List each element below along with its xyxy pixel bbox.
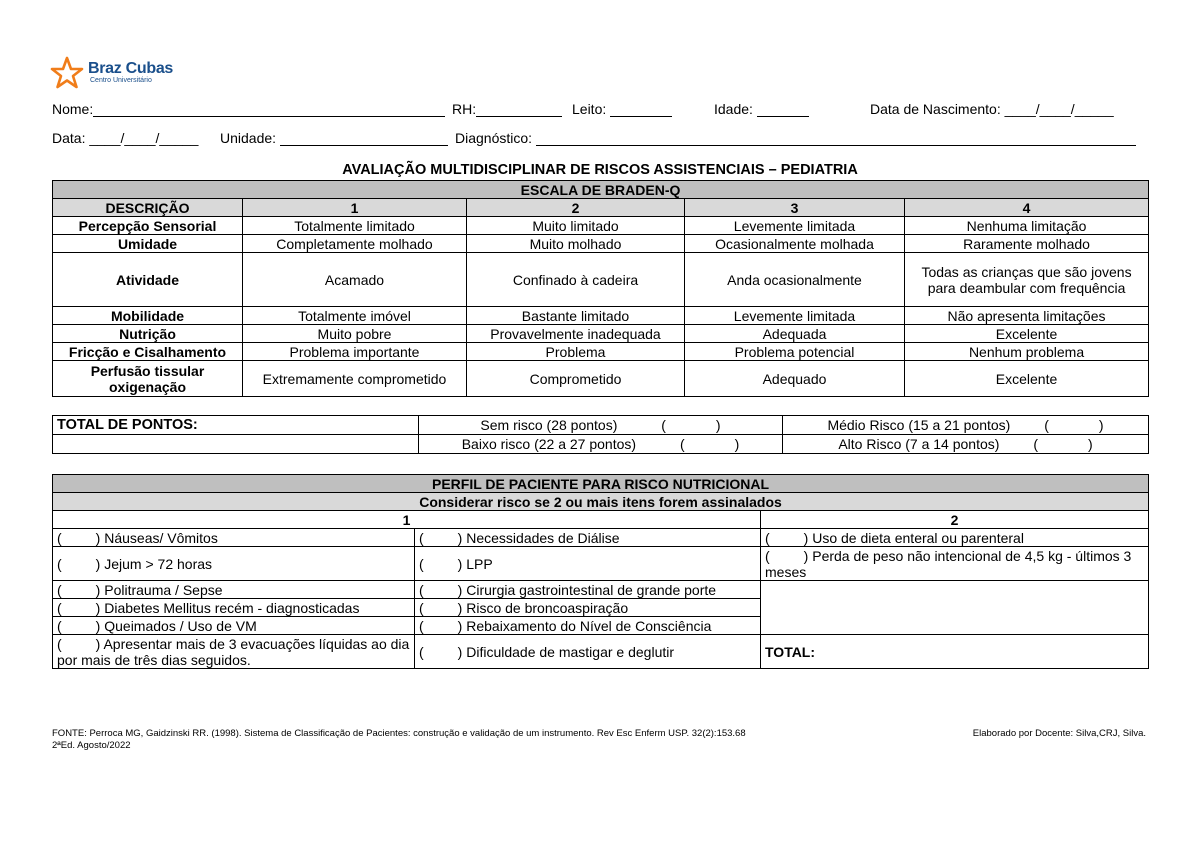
nutri-item[interactable]: ( ) Dificuldade de mastigar e deglutir xyxy=(415,635,761,669)
total-points-value[interactable] xyxy=(53,435,419,454)
nutri-item[interactable]: ( ) Risco de broncoaspiração xyxy=(415,599,761,617)
leito-label: Leito: xyxy=(572,101,607,117)
nutri-col-2-header: 2 xyxy=(761,511,1149,529)
braden-score-cell[interactable]: Excelente xyxy=(905,325,1149,343)
braden-header-descricao: DESCRIÇÃO xyxy=(53,199,243,217)
nutri-title: PERFIL DE PACIENTE PARA RISCO NUTRICIONAL xyxy=(53,475,1149,493)
footer-fonte: FONTE: Perroca MG, Gaidzinski RR. (1998). Sistema de Classificação de Pacientes: construção e validação de um instrumento. Rev Esc Enferm USP. 32(2):153.68 xyxy=(52,728,746,739)
brand-logo xyxy=(50,55,173,91)
braden-criterion: Mobilidade xyxy=(53,307,243,325)
unidade-field[interactable] xyxy=(280,131,448,146)
braden-row xyxy=(53,325,1149,343)
sem-risco-label: Sem risco (28 pontos) xyxy=(480,417,618,433)
braden-score-cell[interactable]: Levemente limitada xyxy=(685,217,905,235)
sem-risco-paren-close: ) xyxy=(715,417,721,433)
medio-risco-paren-close: ) xyxy=(1098,417,1104,433)
alto-risco-label: Alto Risco (7 a 14 pontos) xyxy=(838,436,1000,452)
braden-row xyxy=(53,343,1149,361)
braden-score-cell[interactable]: Problema xyxy=(467,343,685,361)
nutri-item[interactable]: ( ) Perda de peso não intencional de 4,5 kg - últimos 3 meses xyxy=(761,547,1149,581)
braden-score-cell[interactable]: Nenhuma limitação xyxy=(905,217,1149,235)
braden-score-cell[interactable]: Muito limitado xyxy=(467,217,685,235)
footer-edicao: 2ªEd. Agosto/2022 xyxy=(52,740,131,751)
sem-risco-paren-open: ( xyxy=(661,417,666,433)
braden-criterion: Perfusão tissular oxigenação xyxy=(53,361,243,397)
braden-score-cell[interactable]: Nenhum problema xyxy=(905,343,1149,361)
braden-score-cell[interactable]: Totalmente limitado xyxy=(243,217,467,235)
braden-score-cell[interactable]: Comprometido xyxy=(467,361,685,397)
braden-score-cell[interactable]: Completamente molhado xyxy=(243,235,467,253)
nutri-row xyxy=(53,635,1149,669)
nutri-item[interactable]: ( ) Cirurgia gastrointestinal de grande porte xyxy=(415,581,761,599)
idade-label: Idade: xyxy=(714,101,753,117)
alto-risco-option[interactable] xyxy=(783,435,1149,454)
braden-header-4: 4 xyxy=(905,199,1149,217)
braden-score-cell[interactable]: Problema importante xyxy=(243,343,467,361)
diagnostico-label: Diagnóstico: xyxy=(455,130,533,146)
braden-score-cell[interactable]: Não apresenta limitações xyxy=(905,307,1149,325)
alto-risco-paren-close: ) xyxy=(1087,436,1093,452)
braden-row xyxy=(53,217,1149,235)
footer-source xyxy=(52,728,746,752)
nutri-item[interactable]: ( ) Necessidades de Diálise xyxy=(415,529,761,547)
patient-info-line-1 xyxy=(52,101,1144,119)
baixo-risco-label: Baixo risco (22 a 27 pontos) xyxy=(461,436,637,452)
braden-score-cell[interactable]: Muito molhado xyxy=(467,235,685,253)
nutri-item[interactable]: ( ) Náuseas/ Vômitos xyxy=(53,529,415,547)
braden-header-3: 3 xyxy=(685,199,905,217)
diagnostico-field[interactable] xyxy=(536,131,1136,146)
baixo-risco-option[interactable] xyxy=(419,435,783,454)
nutri-item[interactable]: ( ) Apresentar mais de 3 evacuações líquidas ao dia por mais de três dias seguidos. xyxy=(53,635,415,669)
total-points-label: TOTAL DE PONTOS: xyxy=(53,416,419,435)
nutri-subtitle: Considerar risco se 2 ou mais itens forem assinalados xyxy=(53,493,1149,511)
sem-risco-option[interactable] xyxy=(419,416,783,435)
braden-row xyxy=(53,361,1149,397)
idade-field[interactable] xyxy=(757,102,809,117)
braden-score-cell[interactable]: Adequada xyxy=(685,325,905,343)
nutri-col-1-header: 1 xyxy=(53,511,761,529)
braden-score-cell[interactable]: Anda ocasionalmente xyxy=(685,253,905,307)
braden-score-cell[interactable]: Raramente molhado xyxy=(905,235,1149,253)
braden-q-table xyxy=(52,180,1149,397)
unidade-label: Unidade: xyxy=(220,130,277,146)
total-points-table xyxy=(52,415,1149,454)
baixo-risco-paren-close: ) xyxy=(734,436,740,452)
braden-score-cell[interactable]: Adequado xyxy=(685,361,905,397)
rh-label: RH: xyxy=(452,101,477,117)
braden-criterion: Percepção Sensorial xyxy=(53,217,243,235)
medio-risco-option[interactable] xyxy=(783,416,1149,435)
data-label: Data: xyxy=(52,130,86,146)
document-title: AVALIAÇÃO MULTIDISCIPLINAR DE RISCOS ASSISTENCIAIS – PEDIATRIA xyxy=(342,162,858,178)
nutri-item[interactable]: ( ) Diabetes Mellitus recém - diagnosticadas xyxy=(53,599,415,617)
nutri-item[interactable]: ( ) Jejum > 72 horas xyxy=(53,547,415,581)
nutri-total[interactable]: TOTAL: xyxy=(761,635,1149,669)
braden-title: ESCALA DE BRADEN-Q xyxy=(53,181,1149,199)
nutri-row xyxy=(53,581,1149,599)
braden-criterion: Atividade xyxy=(53,253,243,307)
braden-score-cell[interactable]: Excelente xyxy=(905,361,1149,397)
braden-score-cell[interactable]: Provavelmente inadequada xyxy=(467,325,685,343)
braden-score-cell[interactable]: Extremamente comprometido xyxy=(243,361,467,397)
nutri-item[interactable]: ( ) LPP xyxy=(415,547,761,581)
medio-risco-label: Médio Risco (15 a 21 pontos) xyxy=(827,417,1011,433)
braden-score-cell[interactable]: Confinado à cadeira xyxy=(467,253,685,307)
baixo-risco-paren-open: ( xyxy=(679,436,685,452)
braden-score-cell[interactable]: Todas as crianças que são jovens para deambular com frequência xyxy=(905,253,1149,307)
star-logo-icon xyxy=(50,56,84,90)
brand-subtitle: Centro Universitário xyxy=(90,77,152,84)
nutri-item[interactable]: ( ) Politrauma / Sepse xyxy=(53,581,415,599)
braden-score-cell[interactable]: Ocasionalmente molhada xyxy=(685,235,905,253)
braden-score-cell[interactable]: Muito pobre xyxy=(243,325,467,343)
rh-field[interactable] xyxy=(476,102,562,117)
nutritional-risk-table xyxy=(52,474,1149,669)
braden-criterion: Nutrição xyxy=(53,325,243,343)
braden-score-cell[interactable]: Bastante limitado xyxy=(467,307,685,325)
brand-name: Braz Cubas xyxy=(88,60,174,77)
nutri-item[interactable]: ( ) Queimados / Uso de VM xyxy=(53,617,415,635)
nutri-col-2-empty xyxy=(761,581,1149,635)
leito-field[interactable] xyxy=(610,102,672,117)
patient-info-line-2 xyxy=(52,130,1144,148)
braden-header-2: 2 xyxy=(467,199,685,217)
braden-row xyxy=(53,253,1149,307)
nutri-row xyxy=(53,547,1149,581)
nascimento-label: Data de Nascimento: xyxy=(870,101,1001,117)
braden-criterion: Umidade xyxy=(53,235,243,253)
braden-row xyxy=(53,235,1149,253)
braden-score-cell[interactable]: Problema potencial xyxy=(685,343,905,361)
nutri-item[interactable]: ( ) Uso de dieta enteral ou parenteral xyxy=(761,529,1149,547)
nutri-row xyxy=(53,529,1149,547)
braden-row xyxy=(53,307,1149,325)
nutri-item[interactable]: ( ) Rebaixamento do Nível de Consciência xyxy=(415,617,761,635)
nascimento-field[interactable]: ____/____/_____ xyxy=(1004,101,1114,117)
braden-score-cell[interactable]: Acamado xyxy=(243,253,467,307)
braden-header-1: 1 xyxy=(243,199,467,217)
alto-risco-paren-open: ( xyxy=(1033,436,1038,452)
medio-risco-paren-open: ( xyxy=(1044,417,1049,433)
braden-score-cell[interactable]: Levemente limitada xyxy=(685,307,905,325)
braden-criterion: Fricção e Cisalhamento xyxy=(53,343,243,361)
braden-score-cell[interactable]: Totalmente imóvel xyxy=(243,307,467,325)
nome-label: Nome: xyxy=(52,101,94,117)
footer-elaborado: Elaborado por Docente: Silva,CRJ, Silva. xyxy=(972,728,1146,739)
nome-field[interactable] xyxy=(93,102,445,117)
data-field[interactable]: ____/____/_____ xyxy=(89,130,199,146)
